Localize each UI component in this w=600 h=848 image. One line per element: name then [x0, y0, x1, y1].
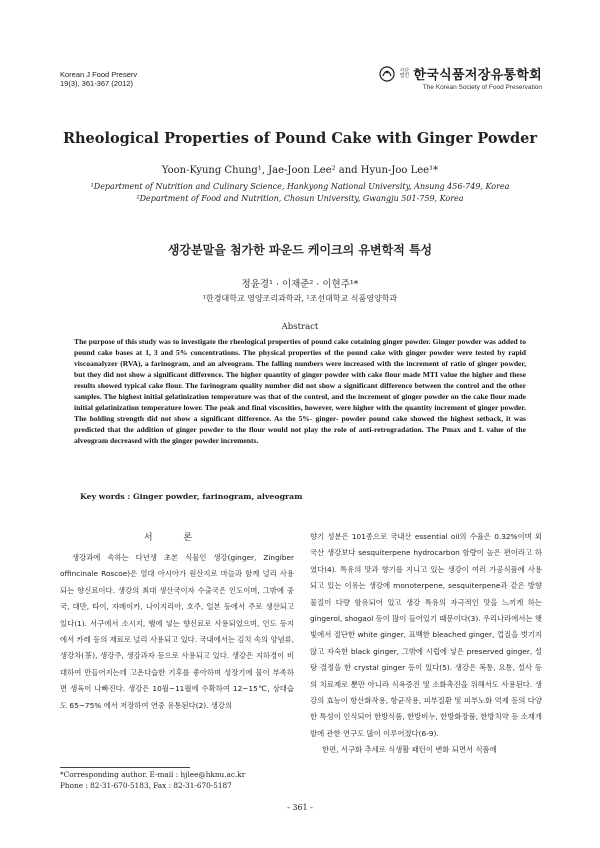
corresponding-author-footnote	[60, 770, 245, 791]
paper-title-kr: 생강분말을 첨가한 파운드 케이크의 유변학적 특성	[167, 243, 433, 257]
keywords: Key words : Ginger powder, farinogram, alveogram	[80, 492, 303, 501]
journal-name: Korean J Food Preserv	[60, 70, 138, 79]
body-paragraph: 향기 성분은 101종으로 국내산 essential oil의 수율은 0.32%이며 외국산 생강보다 sesquiterpene hydrocarbon 함량이 높은 편이라고 하였다(4). 특유의 맛과 향기를 지니고 있는 생강이 여러 가공식품에 사용되고 있는 이유는 생강에 monoterpene, sesquiterpene과 같은 방향물질이 다량 함유되어 있고 생강 특유의 자극적인 맛을 느끼게 하는 gingerol, shogaol 등이 많이 들어있기 때문이다(3). 우리나라에서는 햇빛에서 절단한 white ginger, 표백한 bleached ginger, 껍질을 벗기지 않고 자숙한 black ginger, 그밖에 시럽에 넣은 preserved ginger, 설탕 결정을 한 crystal ginger 등이 있다(5). 생강은 복통, 요통, 설사 등의 치료제로 뿐만 아니라 식욕증진 및 소화촉진을 위해서도 사용된다. 생강의 효능이 항산화작용, 항균작용, 피부질환 및 피부노화 억제 등의 다양한 특성이 인식되어 한방식품, 한방비누, 한방화장품, 한방치약 등 소재개발에 관한 연구도 많이 이루어졌다(6-9).	[310, 532, 542, 738]
society-header	[379, 64, 542, 91]
section-heading-introduction: 서 론	[143, 533, 207, 543]
page-number: - 361 -	[287, 803, 313, 812]
abstract-heading: Abstract	[281, 322, 319, 332]
body-paragraph: 한편, 서구화 추세로 식생활 패턴이 변화 되면서 식품에	[322, 745, 497, 755]
body-paragraph: 생강과에 속하는 다년생 초본 식물인 생강(ginger, Zingiber offincinale Roscoe)은 열대 아시아가 원산지로 마늘과 함께 널리 사용되는 향신료이다. 생강의 최대 생산국이자 수출국은 인도이며, 그밖에 중국, 대만, 타이, 자메이카, 나이지리아, 호주, 일본 등에서 주로 생산되고 있다(1). 서구에서 소시지, 햄에 넣는 향신료로 사용되었으며, 인도 등지에서 카레 등의 재료로 널리 사용되고 있다. 국내에서는 김치 속의 양념류, 생강차(茶), 생강주, 생강과자 등으로 사용되고 있다. 생강은 지하경이 비대하여 만들어지는데 고온다습한 기후를 좋아하며 성장기에 물이 부족하면 생육이 나빠진다. 생강은 10월~11월에 수확하여 12~15℃, 상대습도 65~75% 에서 저장하여 연중 유통된다(2). 생강의	[60, 553, 294, 710]
footnote-phone: Phone : 82-31-670-5183, Fax : 82-31-670-5187	[60, 780, 232, 790]
affiliation-2: ²Department of Food and Nutrition, Chosun University, Gwangju 501-759, Korea	[136, 194, 464, 203]
affiliation-kr: ¹한경대학교 영양조리과학과, ²조선대학교 식품영양학과	[202, 294, 398, 303]
society-name-en: The Korean Society of Food Preservation	[422, 84, 542, 91]
body-column-left	[60, 550, 294, 714]
paper-authors: Yoon-Kyung Chung¹, Jae-Joon Lee² and Hyun-Joo Lee¹*	[161, 165, 439, 176]
society-tag: 사단법인	[399, 67, 410, 79]
paper-authors-kr: 정윤경¹ · 이재준² · 이현주¹*	[241, 279, 359, 290]
footnote-divider	[60, 767, 190, 768]
footnote-email: *Corresponding author. E-mail : hjlee@hknu.ac.kr	[60, 770, 246, 779]
paper-title: Rheological Properties of Pound Cake with Ginger Powder	[62, 130, 538, 147]
society-name-kr: 한국식품저장유통학회	[413, 67, 542, 82]
affiliation-1: ¹Department of Nutrition and Culinary Science, Hankyong National University, Ansung 456-749, Korea	[90, 182, 510, 191]
society-logo-icon	[379, 66, 395, 82]
journal-citation	[60, 70, 137, 88]
journal-volume: 19(3), 361-367 (2012)	[60, 79, 133, 88]
body-column-right	[310, 529, 542, 759]
abstract-text: The purpose of this study was to investigate the rheological properties of pound cake cotaining ginger powder. Ginger powder was added to pound cake bases at 1, 3 and 5% concentrations. The physical properties of the pound cake with ginger powder were tested by rapid viscoanalyzer (RVA), a farinogram, and an alveogram. The falling numbers were increased with the increment of ratio of ginger powder, but they did not show a significant difference. The higher quantity of ginger powder with cake flour made MTI value the higher and these results showed typical cake flour. The farinogram quality number did not show a significant difference between the control and the other samples. The highest initial gelatinization temperature was that of the control, and the increment of ginger powder on the cake flour made initial gelatinization temperature lower. The peak and final viscosities, however, were higher with the quantity increment of ginger powder. The holding strength did not show a significant difference. As the 5%- ginger- powder pound cake showed the highest setback, it was predicted that the addition of ginger powder to the flour would not play the role of anti-retrogradation. The Pmax and L value of the alveogram decreased with the ginger powder increments.	[74, 337, 526, 445]
